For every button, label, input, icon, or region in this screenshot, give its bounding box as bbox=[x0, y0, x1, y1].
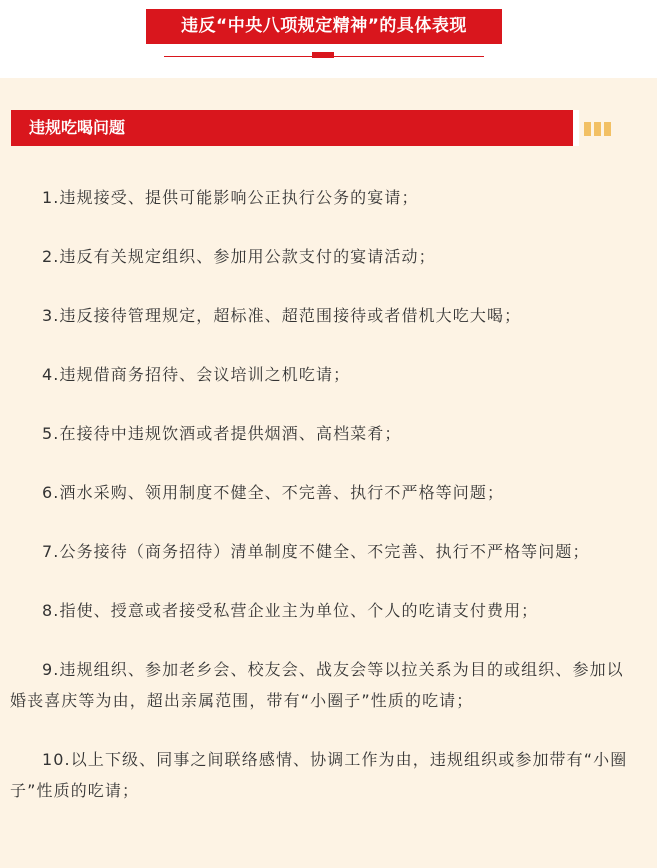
section-heading: 违规吃喝问题 bbox=[11, 110, 573, 146]
item-list bbox=[10, 182, 638, 834]
page-title: 违反“中央八项规定精神”的具体表现 bbox=[146, 9, 502, 44]
list-item: 1.违规接受、提供可能影响公正执行公务的宴请； bbox=[42, 188, 419, 207]
title-underline-dot bbox=[312, 52, 334, 58]
list-item: 4.违规借商务招待、会议培训之机吃请； bbox=[42, 365, 351, 384]
list-item: 6.酒水采购、领用制度不健全、不完善、执行不严格等问题； bbox=[42, 483, 505, 502]
list-item: 3.违反接待管理规定，超标准、超范围接待或者借机大吃大喝； bbox=[42, 306, 522, 325]
list-item: 2.违反有关规定组织、参加用公款支付的宴请活动； bbox=[42, 247, 436, 266]
list-item: 7.公务接待（商务招待）清单制度不健全、不完善、执行不严格等问题； bbox=[42, 542, 590, 561]
list-item: 10.以上下级、同事之间联络感情、协调工作为由，违规组织或参加带有“小圈子”性质的吃请； bbox=[10, 750, 628, 800]
section-heading-gap bbox=[573, 110, 579, 146]
list-item: 8.指使、授意或者接受私营企业主为单位、个人的吃请支付费用； bbox=[42, 601, 539, 620]
list-item: 5.在接待中违规饮酒或者提供烟酒、高档菜肴； bbox=[42, 424, 402, 443]
list-item: 9.违规组织、参加老乡会、校友会、战友会等以拉关系为目的或组织、参加以婚丧喜庆等为由，超出亲属范围，带有“小圈子”性质的吃请； bbox=[10, 660, 624, 710]
decorative-bars-icon bbox=[584, 122, 614, 136]
